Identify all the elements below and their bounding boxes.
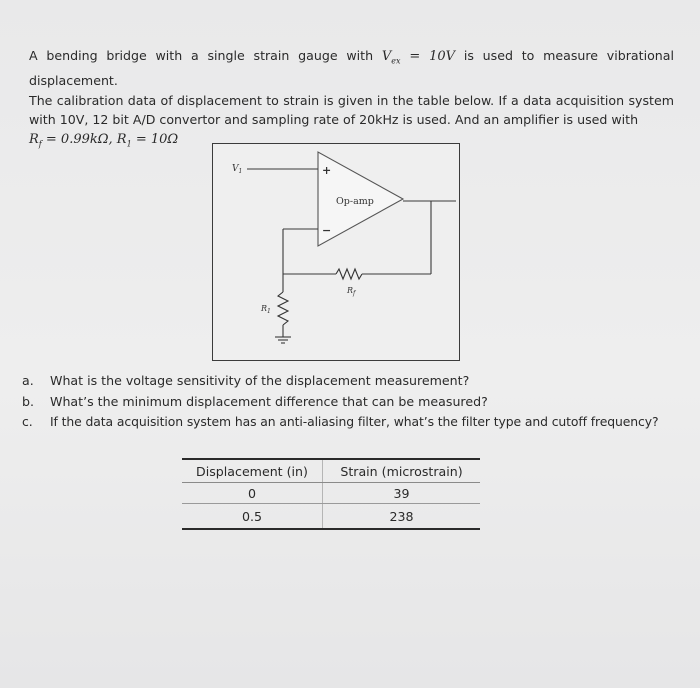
circuit-diagram [213,144,461,362]
cell-strain: 238 [323,504,481,530]
header-strain: Strain (microstrain) [323,459,481,483]
opamp-label: Op-amp [336,196,374,207]
question-a-text: What is the voltage sensitivity of the displacement measurement? [50,373,470,388]
calibration-table [182,458,480,530]
cell-strain: 39 [323,483,481,504]
table-row [182,504,480,530]
question-b [22,392,700,413]
problem-line-2: The calibration data of displacement to strain is given in the table below. If a data acquisition system with 10V, 12 bit A/D convertor and sampling rate of 20kHz is used. And an amplifier is used with [29,92,674,128]
problem-statement [29,46,674,154]
problem-text-1b: is used to measure vibrational displacement. [29,48,674,89]
r1-label: $R_1$ [261,304,271,315]
question-c [22,412,700,433]
table-header-row [182,459,480,483]
cell-displacement: 0.5 [182,504,323,530]
excitation-voltage-eq: $V_{ex} = 10V$ [381,49,456,66]
question-a-label: a. [22,373,34,388]
question-c-label: c. [22,414,33,429]
plus-sign: + [322,164,332,177]
table-row [182,483,480,504]
v1-label: $V_1$ [232,164,243,175]
r1-resistor [278,292,288,325]
question-list [22,371,700,433]
problem-text-1a: A bending bridge with a single strain gauge with [29,48,382,63]
question-a [22,371,700,392]
amplifier-circuit-figure [212,143,460,361]
rf-resistor [336,269,362,279]
rf-label: $R_f$ [347,286,356,297]
problem-line-1 [29,46,674,91]
question-c-text: If the data acquisition system has an anti-aliasing filter, what’s the filter type and cutoff frequency? [50,414,659,429]
question-b-text: What’s the minimum displacement difference that can be measured? [50,393,488,409]
cell-displacement: 0 [182,483,323,504]
header-displacement: Displacement (in) [182,459,323,483]
problem-line-3: $R_f = 0.99k\Omega$, $R_1 = 10\Omega$ [29,131,179,149]
question-b-label: b. [22,393,34,409]
minus-sign: − [322,224,332,237]
